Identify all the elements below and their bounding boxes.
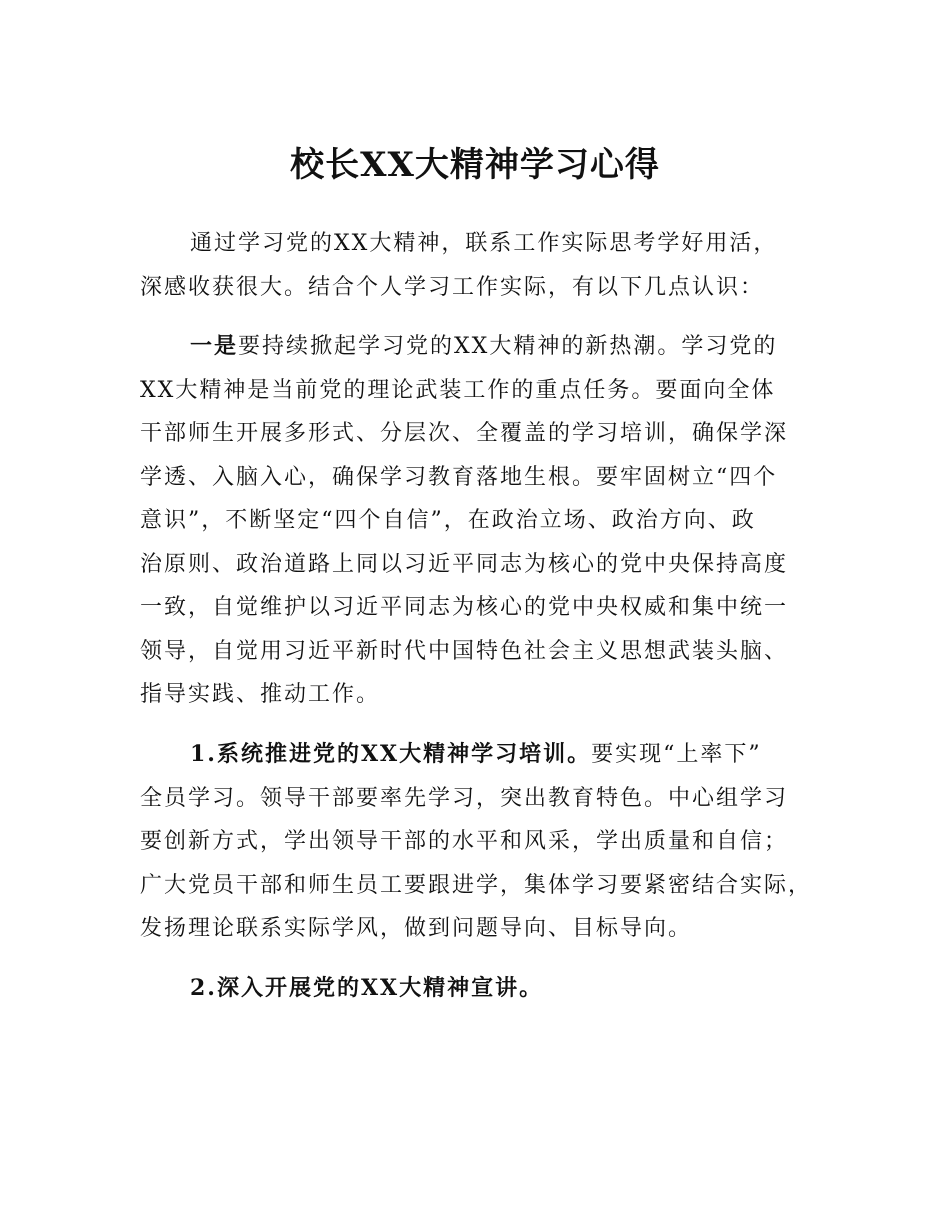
paragraph-intro <box>140 222 830 309</box>
paragraph-item-two <box>140 967 830 1011</box>
paragraph-line: 指导实践、推动工作。 <box>140 682 381 707</box>
paragraph-lead-bold: 2.深入开展党的XX大精神宣讲。 <box>190 975 544 1001</box>
paragraph-line: 领导，自觉用习近平新时代中国特色社会主义思想武装头脑、 <box>140 638 789 664</box>
paragraph-line-text: 要持续掀起学习党的XX大精神的新热潮。学习党的 <box>238 334 778 359</box>
paragraph-line: 治原则、政治道路上同以习近平同志为核心的党中央保持高度 <box>140 551 789 577</box>
paragraph-line: 意识”，不断坚定“四个自信”，在政治立场、政治方向、政 <box>140 508 756 533</box>
paragraph-line: 一致，自觉维护以习近平同志为核心的党中央权威和集中统一 <box>140 595 789 620</box>
paragraph-line: 要创新方式，学出领导干部的水平和风采，学出质量和自信； <box>140 829 789 854</box>
paragraph-line: 学透、入脑入心，确保学习教育落地生根。要牢固树立“四个 <box>140 464 778 490</box>
paragraph-line: XX大精神是当前党的理论武装工作的重点任务。要面向全体 <box>140 377 776 403</box>
paragraph-line: 发扬理论联系实际学风，做到问题导向、目标导向。 <box>140 916 693 941</box>
paragraph-line: 全员学习。领导干部要率先学习，突出教育特色。中心组学习 <box>140 785 789 811</box>
paragraph-line: 广大党员干部和师生员工要跟进学，集体学习要紧密结合实际， <box>140 872 813 898</box>
paragraph-lead-bold: 一是 <box>190 333 239 359</box>
paragraph-lead-bold: 1.系统推进党的XX大精神学习培训。 <box>190 741 592 767</box>
paragraph-line-text: 要实现“上率下” <box>591 742 762 767</box>
paragraph-line: 深感收获很大。结合个人学习工作实际，有以下几点认识： <box>140 274 765 300</box>
paragraph-line: 干部师生开展多形式、分层次、全覆盖的学习培训，确保学深 <box>140 421 789 446</box>
paragraph-point-one <box>140 325 830 717</box>
document-title: 校长XX大精神学习心得 <box>290 145 660 185</box>
paragraph-line: 通过学习党的XX大精神，联系工作实际思考学好用活， <box>190 231 778 256</box>
paragraph-line <box>140 733 830 777</box>
paragraph-line <box>140 325 830 369</box>
paragraph-item-one <box>140 733 830 951</box>
